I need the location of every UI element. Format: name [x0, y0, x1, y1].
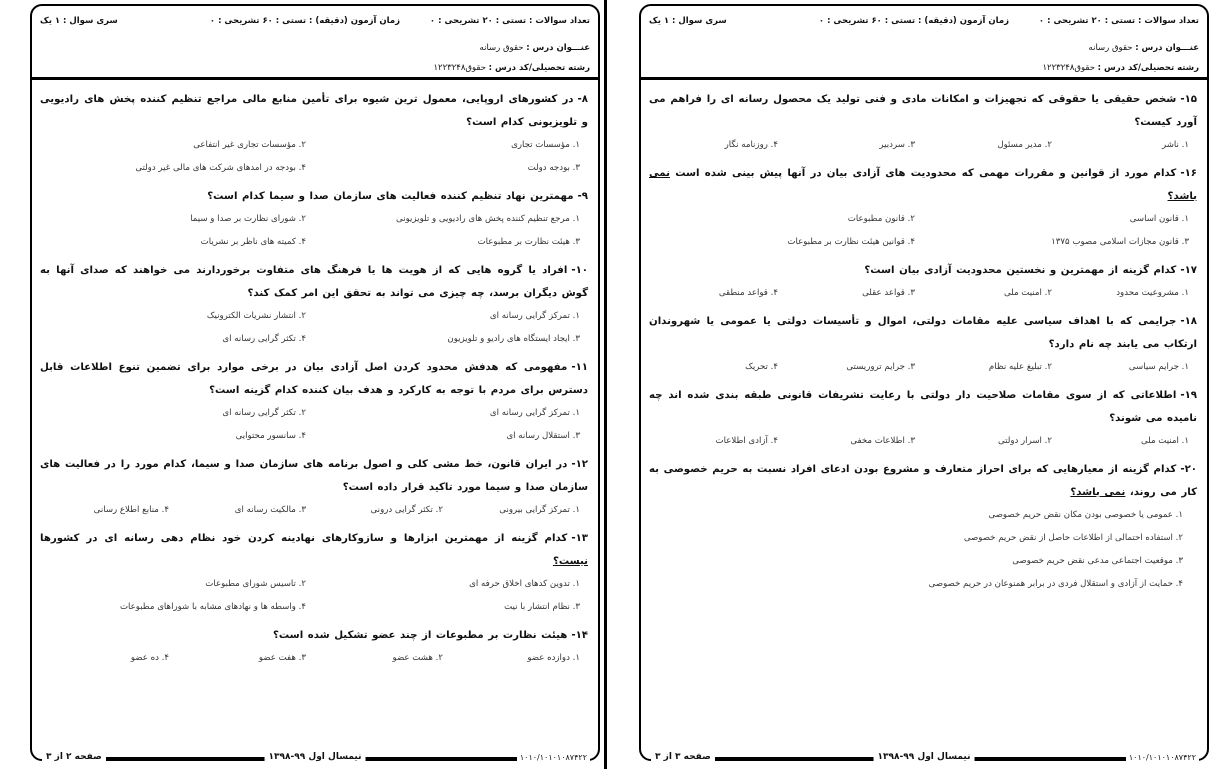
answer-option[interactable]: ۱. امنیت ملی	[1140, 436, 1189, 446]
question	[40, 185, 588, 254]
answer-option[interactable]: ۱. دوازده عضو	[527, 653, 580, 663]
answer-option[interactable]: ۲. تکثر گرایی درونی	[370, 505, 443, 515]
question	[40, 453, 588, 522]
answer-option[interactable]: ۱. مرجع تنظیم کننده پخش های رادیویی و تلویزیونی	[396, 214, 580, 224]
answer-option[interactable]: ۲. اسرار دولتی	[997, 436, 1052, 446]
question	[40, 356, 588, 448]
question-text	[40, 88, 588, 134]
options-row	[40, 208, 588, 231]
answer-option[interactable]: ۳. موقعیت اجتماعی مدعی نقض حریم خصوصی	[1012, 556, 1183, 566]
options-row	[649, 356, 1197, 379]
answer-option[interactable]: ۲. قانون مطبوعات	[847, 214, 915, 224]
question-number: ۲۰-	[1180, 464, 1197, 475]
course-code-label: رشته تحصیلی/کد درس :	[488, 63, 590, 73]
question	[40, 624, 588, 670]
question-text	[649, 458, 1197, 504]
answer-options	[649, 208, 1197, 254]
options-row	[40, 328, 588, 351]
course-code-value: حقوق۱۲۲۳۲۴۸	[1042, 63, 1095, 73]
footer-page-number: صفحه ۳ از ۳	[651, 752, 715, 762]
question-number: ۱۶-	[1180, 168, 1197, 179]
footer-page-number: صفحه ۲ از ۳	[42, 752, 106, 762]
page-divider-left	[604, 0, 607, 769]
options-row	[40, 499, 588, 522]
question-number: ۱۹-	[1180, 390, 1197, 401]
answer-option[interactable]: ۲. تبلیغ علیه نظام	[988, 362, 1052, 372]
question	[649, 310, 1197, 379]
exam-header	[32, 6, 598, 80]
answer-options	[40, 499, 588, 522]
answer-options	[649, 504, 1197, 596]
question-number: ۸-	[577, 94, 588, 105]
question-body: کدام گزینه از معیارهایی که برای احراز متعارف و مشروع بودن ادعای افراد نسبت به حریم خصوصی به کار می روند،	[649, 464, 1197, 498]
answer-option[interactable]: ۴. واسطه ها و نهادهای مشابه با شوراهای مطبوعات	[119, 602, 306, 612]
answer-option[interactable]: ۲. تاسیس شورای مطبوعات	[205, 579, 306, 589]
options-row	[40, 425, 588, 448]
answer-option[interactable]: ۴. تحریک	[745, 362, 778, 372]
answer-option[interactable]: ۲. شورای نظارت بر صدا و سیما	[190, 214, 306, 224]
question	[649, 384, 1197, 453]
options-row	[649, 282, 1197, 305]
options-row	[649, 231, 1197, 254]
answer-option[interactable]: ۳. قانون مجازات اسلامی مصوب ۱۳۷۵	[1051, 237, 1189, 247]
footer-semester: نیمسال اول ۹۹-۱۳۹۸	[265, 752, 366, 762]
answer-option[interactable]: ۲. انتشار نشریات الکترونیک	[206, 311, 306, 321]
exam-page-2	[0, 0, 604, 769]
options-row	[649, 134, 1197, 157]
answer-option[interactable]: ۱. تمرکز گرایی رسانه ای	[489, 408, 580, 418]
answer-option[interactable]: ۱. تمرکز گرایی رسانه ای	[489, 311, 580, 321]
question-body: مفهومی که هدفش محدود کردن اصل آزادی بیان در برخی موارد برای تضمین تنوع اطلاعات قابل دسترس برای مردم با توجه به کارکرد و هدف بیان کننده کدام گزینه است؟	[40, 362, 588, 396]
options-row	[40, 157, 588, 180]
question-body: کدام گزینه از مهمترین ابزارها و سازوکارهای نهادینه کردن خود نظام دهی رسانه ای در کشورها	[40, 533, 568, 544]
question	[649, 162, 1197, 254]
question	[40, 259, 588, 351]
exam-page-3	[609, 0, 1213, 769]
question-series: سری سوال : ۱ یک	[649, 16, 727, 26]
question-text	[649, 310, 1197, 356]
answer-option[interactable]: ۴. قواعد منطقی	[718, 288, 778, 298]
answer-option[interactable]: ۳. مالکیت رسانه ای	[234, 505, 306, 515]
options-row	[40, 402, 588, 425]
course-code-label: رشته تحصیلی/کد درس :	[1097, 63, 1199, 73]
question-body: اطلاعاتی که از سوی مقامات صلاحیت دار دولتی با رعایت تشریفات قانونی طبقه بندی شده اند چه نامیده می شوند؟	[649, 390, 1197, 424]
options-row	[40, 573, 588, 596]
course-code-row	[433, 63, 590, 73]
question-text	[649, 162, 1197, 208]
question	[649, 458, 1197, 596]
options-row	[40, 231, 588, 254]
footer-code: ۱۰۱۰/۱۰۱۰۱۰۸۷۴۲۲	[517, 753, 590, 762]
answer-option[interactable]: ۱. مشروعیت محدود	[1116, 288, 1189, 298]
answer-option[interactable]: ۴. ده عضو	[130, 653, 169, 663]
answer-option[interactable]: ۴. کمیته های ناظر بر نشریات	[200, 237, 306, 247]
answer-option[interactable]: ۴. روزنامه نگار	[724, 140, 778, 150]
question-body: افراد یا گروه هایی که از هویت ها یا فرهنگ های متفاوت برخوردارند می خواهند که صدای آنها به گوش دیگران برسد، چه چیزی می تواند به تحقق این امر کمک کند؟	[40, 265, 588, 299]
question-number: ۱۵-	[1180, 94, 1197, 105]
footer-semester: نیمسال اول ۹۹-۱۳۹۸	[874, 752, 975, 762]
answer-options	[40, 134, 588, 180]
question-list	[40, 88, 588, 675]
answer-option[interactable]: ۳. قواعد عقلی	[862, 288, 915, 298]
answer-option[interactable]: ۳. هفت عضو	[258, 653, 306, 663]
answer-option[interactable]: ۳. جرایم تروریستی	[846, 362, 915, 372]
course-title-label: عنـــوان درس :	[526, 43, 590, 53]
answer-option[interactable]: ۱. تدوین کدهای اخلاق حرفه ای	[469, 579, 580, 589]
question-body: هیئت نظارت بر مطبوعات از چند عضو تشکیل شده است؟	[272, 630, 568, 641]
question-body: در ایران قانون، خط مشی کلی و اصول برنامه های سازمان صدا و سیما، کدام مورد را در فعالیت های سازمان صدا و سیما مورد تاکید قرار داده است؟	[40, 459, 588, 493]
question-text	[40, 259, 588, 305]
question-text	[649, 384, 1197, 430]
page-frame	[639, 4, 1209, 761]
question	[649, 259, 1197, 305]
question-text	[40, 624, 588, 647]
answer-option[interactable]: ۲. استفاده احتمالی از اطلاعات حاصل از نقض حریم خصوصی	[963, 533, 1183, 543]
answer-option[interactable]: ۲. مؤسسات تجاری غیر انتفاعی	[193, 140, 306, 150]
answer-option[interactable]: ۲. هشت عضو	[392, 653, 443, 663]
question-body: در کشورهای اروپایی، معمول ترین شیوه برای تأمین منابع مالی مراجع تنظیم کننده پخش های رادیویی و تلویزیونی کدام است؟	[40, 94, 588, 128]
options-row	[649, 504, 1197, 527]
answer-options	[649, 282, 1197, 305]
answer-options	[40, 573, 588, 619]
question-number: ۱۲-	[571, 459, 588, 470]
answer-options	[649, 356, 1197, 379]
question-number: ۱۰-	[571, 265, 588, 276]
answer-option[interactable]: ۴. آزادی اطلاعات	[715, 436, 778, 446]
course-code-row	[1042, 63, 1199, 73]
answer-option[interactable]: ۱. مؤسسات تجاری	[511, 140, 580, 150]
course-title-value: حقوق رسانه	[1088, 43, 1133, 53]
options-row	[40, 596, 588, 619]
answer-option[interactable]: ۳. سردبیر	[879, 140, 915, 150]
answer-option[interactable]: ۱. ناشر	[1161, 140, 1189, 150]
question-number: ۱۳-	[571, 533, 588, 544]
answer-option[interactable]: ۳. هیئت نظارت بر مطبوعات	[477, 237, 580, 247]
answer-option[interactable]: ۱. قانون اساسی	[1129, 214, 1189, 224]
answer-options	[649, 430, 1197, 453]
answer-option[interactable]: ۳. اطلاعات مخفی	[850, 436, 915, 446]
exam-header	[641, 6, 1207, 80]
question-text	[649, 88, 1197, 134]
answer-options	[40, 305, 588, 351]
question-text	[40, 185, 588, 208]
options-row	[649, 550, 1197, 573]
answer-option[interactable]: ۴. قوانین هیئت نظارت بر مطبوعات	[787, 237, 915, 247]
exam-time: زمان آزمون (دقیقه) : تستی : ۶۰ تشریحی : ۰	[209, 16, 400, 26]
question-number: ۹-	[577, 191, 588, 202]
question-body: کدام گزینه از مهمترین و نخستین محدودیت آزادی بیان است؟	[864, 265, 1177, 276]
options-row	[40, 305, 588, 328]
question-number: ۱۴-	[571, 630, 588, 641]
course-title-value: حقوق رسانه	[479, 43, 524, 53]
answer-option[interactable]: ۳. بودجه دولت	[527, 163, 580, 173]
question	[40, 527, 588, 619]
answer-option[interactable]: ۳. استقلال رسانه ای	[506, 431, 580, 441]
question-number: ۱۱-	[571, 362, 588, 373]
answer-option[interactable]: ۳. ایجاد ایستگاه های رادیو و تلویزیون	[447, 334, 580, 344]
answer-option[interactable]: ۳. نظام انتشار با نیت	[504, 602, 580, 612]
course-code-value: حقوق۱۲۲۳۲۴۸	[433, 63, 486, 73]
page-footer	[32, 751, 598, 767]
question	[649, 88, 1197, 157]
question-text	[40, 453, 588, 499]
answer-option[interactable]: ۴. بودجه در امدهای شرکت های مالی غیر دولتی	[135, 163, 306, 173]
question-text	[40, 356, 588, 402]
question-text	[649, 259, 1197, 282]
answer-option[interactable]: ۲. مدیر مسئول	[997, 140, 1052, 150]
question-list	[649, 88, 1197, 601]
question-counts: تعداد سوالات : تستی : ۲۰ تشریحی : ۰	[1038, 16, 1199, 26]
page-footer	[641, 751, 1207, 767]
answer-option[interactable]: ۱. عمومی یا خصوصی بودن مکان نقض حریم خصوصی	[988, 510, 1183, 520]
question-text	[40, 527, 588, 573]
answer-options	[649, 134, 1197, 157]
answer-option[interactable]: ۴. حمایت از آزادی و استقلال فردی در برابر همنوعان در حریم خصوصی	[928, 579, 1183, 589]
answer-option[interactable]: ۴. تکثر گرایی رسانه ای	[222, 334, 306, 344]
question-series: سری سوال : ۱ یک	[40, 16, 118, 26]
question-body: مهمترین نهاد تنظیم کننده فعالیت های سازمان صدا و سیما کدام است؟	[207, 191, 574, 202]
question-counts: تعداد سوالات : تستی : ۲۰ تشریحی : ۰	[429, 16, 590, 26]
question-number: ۱۷-	[1180, 265, 1197, 276]
footer-code: ۱۰۱۰/۱۰۱۰۱۰۸۷۴۲۲	[1126, 753, 1199, 762]
answer-option[interactable]: ۱. جرایم سیاسی	[1128, 362, 1189, 372]
answer-options	[40, 208, 588, 254]
answer-options	[40, 647, 588, 670]
options-row	[649, 430, 1197, 453]
question-negation: نمی باشد؟	[1070, 487, 1126, 498]
page-frame	[30, 4, 600, 761]
answer-options	[40, 402, 588, 448]
exam-time: زمان آزمون (دقیقه) : تستی : ۶۰ تشریحی : ۰	[818, 16, 1009, 26]
options-row	[649, 573, 1197, 596]
course-title-row	[480, 43, 590, 53]
question-body: شخص حقیقی یا حقوقی که تجهیزات و امکانات مادی و فنی تولید یک محصول رسانه ای را فراهم می آورد کیست؟	[649, 94, 1197, 128]
options-row	[40, 134, 588, 157]
answer-option[interactable]: ۲. تکثر گرایی رسانه ای	[222, 408, 306, 418]
question-body: جرایمی که با اهداف سیاسی علیه مقامات دولتی، اموال و تأسیسات دولتی یا عمومی یا شهروندان ارتکاب می یابند چه نام دارد؟	[649, 316, 1197, 350]
course-title-row	[1089, 43, 1199, 53]
answer-option[interactable]: ۴. سانسور محتوایی	[235, 431, 306, 441]
question-negation: نیست؟	[552, 556, 588, 567]
answer-option[interactable]: ۴. منابع اطلاع رسانی	[93, 505, 169, 515]
answer-option[interactable]: ۲. امنیت ملی	[1003, 288, 1052, 298]
question-number: ۱۸-	[1180, 316, 1197, 327]
question-negation: نمی باشد؟	[649, 168, 1197, 202]
question-body: کدام مورد از قوانین و مقررات مهمی که محدودیت های آزادی بیان در آنها پیش بینی شده است	[675, 168, 1177, 179]
course-title-label: عنـــوان درس :	[1135, 43, 1199, 53]
options-row	[649, 208, 1197, 231]
question	[40, 88, 588, 180]
options-row	[40, 647, 588, 670]
answer-option[interactable]: ۱. تمرکز گرایی بیرونی	[499, 505, 580, 515]
options-row	[649, 527, 1197, 550]
